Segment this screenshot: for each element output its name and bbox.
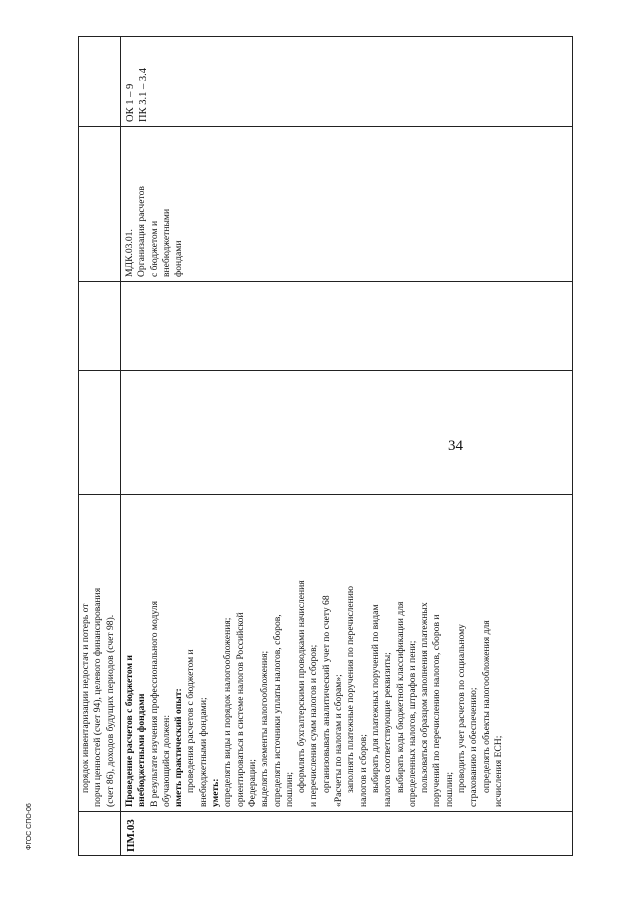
col-divider-content <box>78 494 573 495</box>
body-line: выбирать коды бюджетной классификации для <box>394 601 406 793</box>
body-line: страхованию и обеспечению; <box>468 687 480 807</box>
body-line: определять объекты налогообложения для <box>480 620 492 793</box>
body-line: заполнять платежные поручения по перечислению <box>345 585 357 793</box>
body-line: пошлин; <box>443 771 455 807</box>
page-number: 34 <box>448 438 463 454</box>
body-line: проведения расчетов с бюджетом и <box>185 649 197 793</box>
continuation-text <box>80 588 117 807</box>
mdk-line: внебюджетными <box>160 208 172 277</box>
body-line: иметь практический опыт: <box>173 688 185 807</box>
body-line: определять источники уплаты налогов, сборов, <box>271 614 283 807</box>
mdk-line: МДК.03.01. <box>124 229 135 277</box>
cont-line: (счет 86), доходов будущих периодов (счет 98). <box>104 614 116 807</box>
pm-content <box>124 580 505 807</box>
mdk-line: Организация расчетов <box>136 186 148 277</box>
body-line: организовывать аналитический учет по счету 68 <box>320 595 332 793</box>
col-divider-hours-1 <box>78 370 573 371</box>
body-line: и перечисления сумм налогов и сборов; <box>308 644 320 807</box>
body-line: исчисления ЕСН; <box>492 735 504 807</box>
cont-line: порчи ценностей (счет 94), целевого финансирования <box>92 587 104 807</box>
mdk-line: с бюджетом и <box>148 220 160 277</box>
body-line: Федерации; <box>246 759 258 807</box>
body-line: пользоваться образцом заполнения платежных <box>419 602 431 793</box>
competency-line: ОК 1 – 9 <box>125 83 136 122</box>
body-line: внебюджетными фондами; <box>197 697 209 807</box>
col-divider-mdk <box>78 126 573 127</box>
row-divider <box>120 36 121 856</box>
mdk-cell <box>124 186 185 277</box>
col-divider-hours-2 <box>78 281 573 282</box>
body-line: поручений по перечислению налогов, сборов и <box>431 614 443 807</box>
body-line: В результате изучения профессионального модуля <box>148 601 160 807</box>
body-line: налогов соответствующие реквизиты; <box>382 652 394 807</box>
mdk-line: фондами <box>173 240 185 277</box>
body-line: определенных налогов, штрафов и пени; <box>406 640 418 807</box>
col-divider-code <box>78 811 573 812</box>
competencies-cell <box>124 68 150 122</box>
body-line: пошлин; <box>283 771 295 807</box>
pm-code: ПМ.03 <box>125 819 137 852</box>
body-line: обучающийся должен: <box>160 715 172 807</box>
body-line: проводить учет расчетов по социальному <box>456 624 468 793</box>
body-line: налогов и сборов; <box>357 734 369 807</box>
body-line: выделять элементы налогообложения; <box>259 650 271 807</box>
body-line: уметь: <box>210 778 222 807</box>
body-line: выбирать для платежных поручений по видам <box>369 604 381 793</box>
competency-line: ПК 3.1 – 3.4 <box>138 68 149 122</box>
body-line: «Расчеты по налогам и сборам»; <box>333 674 345 807</box>
pm-title-line: внебюджетными фондами <box>136 693 148 807</box>
body-line: оформлять бухгалтерскими проводками начисления <box>296 580 308 793</box>
body-line: ориентироваться в системе налогов Российской <box>234 612 246 807</box>
cont-line: порядок инвентаризации недостач и потерь от <box>80 603 91 793</box>
footer-label: ФГОС СПО-06 <box>26 803 33 850</box>
body-line: определять виды и порядок налогообложения; <box>222 617 234 807</box>
rotated-table <box>78 36 573 856</box>
pm-title-line: Проведение расчетов с бюджетом и <box>124 655 135 807</box>
